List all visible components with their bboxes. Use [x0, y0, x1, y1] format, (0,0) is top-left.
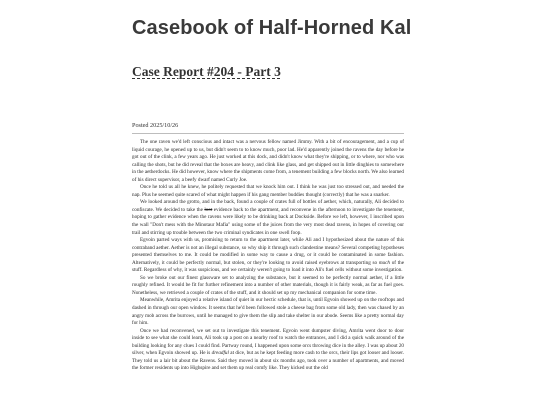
story-text: We looked around the grotto, and in the back, found a couple of crates full of bottles of aether, which, naturally, Ali decided to confiscate. We decided to take the — [132, 199, 404, 213]
emphasis-word: dreadful — [211, 350, 229, 357]
blog-title[interactable]: Casebook of Half-Horned Kal — [132, 17, 412, 39]
story-body — [132, 139, 404, 373]
story-text: Egvoin parted ways with us, promising to return to the apartment later, while Ali and I hypothesized about the nature of this contraband aether. Aether is not an illegal substance, so why ship it through such clandestine means? Several competing hypotheses presented themselves to me. It could be modified in some way to cause a drug, or it could be contaminated in some fashion. Alternatively, it could be perfectly normal, but stolen, or they're looking to avoid raised eyebrows at transporting so — [132, 237, 404, 266]
story-paragraph: The one raven we'd left conscious and intact was a nervous fellow named Jimmy. With a bit of encouragement, and a cup of liquid courage, he opened up to us, but didn't seem to to know much, poor lad. He'd apparently joined the ravens the day before he got out of the clink, a few years ago. He just worked at this dock, and didn't know what they're shipping, or to where, nor who was calling the shots, but he did reveal that the boxes are heavy, and clink like glass, and get shipped out in little dinghies to somewhere in the aetherdocks. He did however, know where the shipments come from, a tenement building a few blocks north. We also learned of his direct supervisor, a beefy dwarf named Curly Joe. — [132, 139, 404, 183]
story-paragraph — [132, 237, 404, 275]
divider — [132, 133, 404, 134]
story-paragraph: So we broke out our finest glassware set to analyzing the substance, but it seemed to be perfectly normal aether, if a little roughly refined. It would be fit for further refinement into a number of other materials, though it is fairly weak, as far as fuel goes. Nonetheless, we retrieved a couple of crates of the stuff, and it should set up my mechanical companion for some time. — [132, 274, 404, 296]
struck-word: loot — [204, 206, 213, 213]
story-paragraph — [132, 328, 404, 373]
post-title[interactable]: Case Report #204 - Part 3 — [132, 64, 281, 79]
story-paragraph — [132, 199, 404, 237]
story-text: Once we had reconvened, we set out to investigate this tenement. Egvoin went dumpster diving, Amrita went door to door inside to see what she could learn, Ali took up a post on a nearby roof to watch the entrances, and I did a quick walk around of the building looking for any clues I could find. Partway round, I happened upon some orcs throwing dice in the alley. I was up about 20 silver, when Egvoin showed up. He is — [132, 327, 404, 357]
story-text: at dice, but as he kept feeding more cash to the orcs, their lips got looser and looser. They told us a lair bit about the Ravens. Said they moved in about six months ago, took over a number of apartments, and moved the former residents up into Highspire and set them up real comfy like. They kicked out the old — [132, 350, 404, 372]
story-paragraph: Meanwhile, Amrita enjoyed a relative island of quiet in our hectic schedule, that is, until Egvoin showed up on the rooftops and dashed in through our open window. It seems that he'd been followed stole a cheese bag from some old lady, then was chased by an angry mob across the burrows, until he managed to give them the slip and take shelter in our abode. Seems like a pretty normal day for him. — [132, 297, 404, 327]
post-date: Posted 2025/10/26 — [132, 122, 179, 129]
story-text: of the stuff. Regardless of why, it was suspicious, and we certainly weren't going to load it into Ali's fuel cells without some investigation. — [132, 259, 405, 274]
story-paragraph: Once he told us all he knew, he politely requested that we knock him out. I think he was just too stressed out, and needed the nap. Plus he seemed quite scared of what might happen if his gang member buddies thought (correctly) that he was a snarker. — [132, 184, 404, 198]
emphasis-word: much — [378, 259, 390, 266]
story-text: evidence back to the apartment, and reconvene in the afternoon to investigate the tenement, hoping to gather evidence when the ravens were likely to be drinking back at Dockside. Before we left, however, I inscribed upon the wall "Don't mess with the Minotaur Mafia" using some of the juices from the very most dead ravens, in hopes of covering our trail and stirring up trouble between the two criminal syndicates in one swell foop. — [132, 206, 404, 236]
